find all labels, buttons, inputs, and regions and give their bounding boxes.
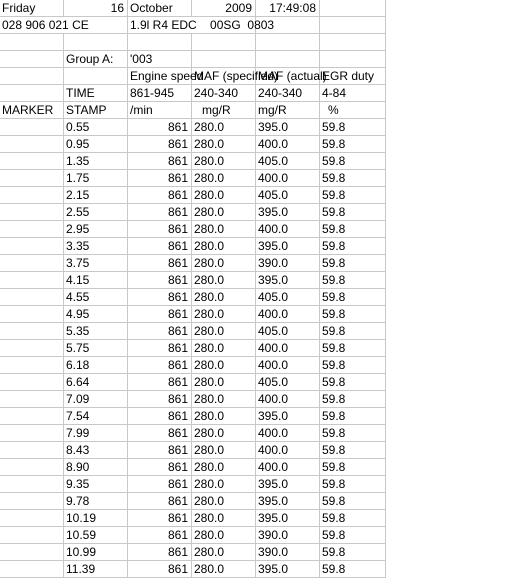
- maf-actual-cell[interactable]: 395.0: [256, 510, 320, 527]
- maf-specified-cell[interactable]: 280.0: [192, 136, 256, 153]
- empty-cell[interactable]: [0, 51, 64, 68]
- maf-specified-cell[interactable]: 280.0: [192, 170, 256, 187]
- empty-cell[interactable]: [192, 34, 256, 51]
- time-stamp-cell[interactable]: 8.43: [64, 442, 128, 459]
- empty-cell[interactable]: [320, 0, 386, 17]
- engine-speed-cell[interactable]: 861: [128, 306, 192, 323]
- egr-duty-cell[interactable]: 59.8: [320, 408, 386, 425]
- engine-speed-cell[interactable]: 861: [128, 561, 192, 578]
- engine-speed-cell[interactable]: 861: [128, 323, 192, 340]
- code2-text: 0803: [247, 18, 275, 32]
- maf-actual-cell[interactable]: 390.0: [256, 527, 320, 544]
- marker-cell[interactable]: [0, 510, 64, 527]
- engine-speed-cell[interactable]: 861: [128, 510, 192, 527]
- egr-duty-cell[interactable]: 59.8: [320, 442, 386, 459]
- marker-cell[interactable]: [0, 357, 64, 374]
- time-stamp-cell[interactable]: 5.35: [64, 323, 128, 340]
- unit-maf-actual[interactable]: mg/R: [256, 102, 320, 119]
- engine-speed-cell[interactable]: 861: [128, 544, 192, 561]
- time-stamp-cell[interactable]: 9.78: [64, 493, 128, 510]
- ranges-row: [0, 85, 386, 102]
- maf-actual-cell[interactable]: 395.0: [256, 493, 320, 510]
- engine-speed-cell[interactable]: 861: [128, 408, 192, 425]
- maf-specified-cell[interactable]: 280.0: [192, 306, 256, 323]
- engine-speed-cell[interactable]: 861: [128, 374, 192, 391]
- marker-cell[interactable]: [0, 136, 64, 153]
- header-row-date: [0, 0, 386, 17]
- table-row: [0, 391, 386, 408]
- maf-actual-cell[interactable]: 400.0: [256, 459, 320, 476]
- marker-cell[interactable]: [0, 238, 64, 255]
- time-stamp-cell[interactable]: 8.90: [64, 459, 128, 476]
- engine-speed-cell[interactable]: 861: [128, 255, 192, 272]
- engine-speed-cell[interactable]: 861: [128, 357, 192, 374]
- time-stamp-cell[interactable]: 7.09: [64, 391, 128, 408]
- maf-specified-cell[interactable]: 280.0: [192, 204, 256, 221]
- time-stamp-cell[interactable]: 10.59: [64, 527, 128, 544]
- table-row: [0, 238, 386, 255]
- col-engine-speed-header[interactable]: Engine speed: [130, 69, 204, 83]
- table-row: [0, 408, 386, 425]
- time-stamp-cell[interactable]: 3.35: [64, 238, 128, 255]
- maf-actual-cell[interactable]: 405.0: [256, 323, 320, 340]
- marker-cell[interactable]: [0, 459, 64, 476]
- maf-specified-cell[interactable]: 280.0: [192, 493, 256, 510]
- maf-actual-cell[interactable]: 400.0: [256, 136, 320, 153]
- month-cell[interactable]: October: [128, 0, 192, 17]
- group-value-cell[interactable]: '003: [128, 51, 192, 68]
- marker-cell[interactable]: [0, 187, 64, 204]
- egr-duty-cell[interactable]: 59.8: [320, 476, 386, 493]
- egr-duty-cell[interactable]: 59.8: [320, 306, 386, 323]
- egr-duty-cell[interactable]: 59.8: [320, 153, 386, 170]
- empty-cell[interactable]: [64, 68, 128, 85]
- engine-speed-cell[interactable]: 861: [128, 476, 192, 493]
- maf-actual-cell[interactable]: 395.0: [256, 408, 320, 425]
- maf-specified-cell[interactable]: 280.0: [192, 476, 256, 493]
- egr-duty-cell[interactable]: 59.8: [320, 289, 386, 306]
- maf-specified-cell[interactable]: 280.0: [192, 119, 256, 136]
- maf-actual-cell[interactable]: 400.0: [256, 221, 320, 238]
- maf-specified-cell[interactable]: 280.0: [192, 221, 256, 238]
- marker-cell[interactable]: [0, 306, 64, 323]
- engine-speed-cell[interactable]: 861: [128, 170, 192, 187]
- time-stamp-cell[interactable]: 10.99: [64, 544, 128, 561]
- maf-actual-cell[interactable]: 395.0: [256, 204, 320, 221]
- time-stamp-cell[interactable]: 1.35: [64, 153, 128, 170]
- maf-specified-cell[interactable]: 280.0: [192, 459, 256, 476]
- time-stamp-cell[interactable]: 11.39: [64, 561, 128, 578]
- maf-specified-cell[interactable]: 280.0: [192, 153, 256, 170]
- maf-specified-cell[interactable]: 280.0: [192, 391, 256, 408]
- col-egr-duty-header[interactable]: EGR duty: [320, 68, 386, 85]
- maf-actual-cell[interactable]: 400.0: [256, 357, 320, 374]
- empty-cell[interactable]: [256, 51, 320, 68]
- group-row: [0, 51, 386, 68]
- egr-duty-cell[interactable]: 59.8: [320, 187, 386, 204]
- time-stamp-cell[interactable]: 5.75: [64, 340, 128, 357]
- time-stamp-cell[interactable]: 6.18: [64, 357, 128, 374]
- table-row: [0, 221, 386, 238]
- maf-specified-cell[interactable]: 280.0: [192, 255, 256, 272]
- marker-cell[interactable]: [0, 204, 64, 221]
- engine-speed-cell[interactable]: 861: [128, 119, 192, 136]
- table-row: [0, 476, 386, 493]
- engine-speed-cell[interactable]: 861: [128, 425, 192, 442]
- egr-duty-cell[interactable]: 59.8: [320, 238, 386, 255]
- empty-cell[interactable]: [320, 17, 386, 34]
- table-row: [0, 187, 386, 204]
- marker-cell[interactable]: [0, 170, 64, 187]
- engine-speed-cell[interactable]: 861: [128, 527, 192, 544]
- time-stamp-cell[interactable]: 2.55: [64, 204, 128, 221]
- table-row: [0, 136, 386, 153]
- range-maf-specified[interactable]: 240-340: [192, 85, 256, 102]
- empty-cell[interactable]: [192, 51, 256, 68]
- engine-speed-cell[interactable]: 861: [128, 391, 192, 408]
- maf-actual-cell[interactable]: 395.0: [256, 119, 320, 136]
- marker-cell[interactable]: [0, 561, 64, 578]
- table-row: [0, 510, 386, 527]
- time-stamp-cell[interactable]: 10.19: [64, 510, 128, 527]
- time-stamp-cell[interactable]: 7.99: [64, 425, 128, 442]
- maf-actual-cell[interactable]: 405.0: [256, 374, 320, 391]
- range-engine-speed[interactable]: 861-945: [128, 85, 192, 102]
- table-row: [0, 323, 386, 340]
- unit-egr-duty[interactable]: %: [320, 102, 386, 119]
- engine-speed-cell[interactable]: 861: [128, 204, 192, 221]
- empty-cell[interactable]: [320, 34, 386, 51]
- egr-duty-cell[interactable]: 59.8: [320, 374, 386, 391]
- engine-speed-cell[interactable]: 861: [128, 221, 192, 238]
- egr-duty-cell[interactable]: 59.8: [320, 510, 386, 527]
- table-row: [0, 153, 386, 170]
- header-row-ecu: [0, 17, 386, 34]
- maf-actual-cell[interactable]: 390.0: [256, 255, 320, 272]
- date-num-cell[interactable]: 16: [64, 0, 128, 17]
- maf-actual-cell[interactable]: 395.0: [256, 561, 320, 578]
- table-row: [0, 442, 386, 459]
- table-row: [0, 425, 386, 442]
- time-stamp-cell[interactable]: 4.55: [64, 289, 128, 306]
- marker-cell[interactable]: [0, 391, 64, 408]
- maf-actual-cell[interactable]: 395.0: [256, 238, 320, 255]
- empty-cell[interactable]: [256, 17, 320, 34]
- empty-cell[interactable]: [0, 68, 64, 85]
- column-names-row: [0, 68, 386, 85]
- part-number-cell[interactable]: 028 906 021 CE: [0, 17, 128, 34]
- table-row: [0, 561, 386, 578]
- marker-cell[interactable]: [0, 425, 64, 442]
- engine-speed-cell[interactable]: 861: [128, 340, 192, 357]
- maf-actual-cell[interactable]: 400.0: [256, 425, 320, 442]
- marker-cell[interactable]: [0, 340, 64, 357]
- marker-cell[interactable]: [0, 153, 64, 170]
- maf-specified-cell[interactable]: 280.0: [192, 272, 256, 289]
- data-rows: [0, 119, 386, 578]
- egr-duty-cell[interactable]: 59.8: [320, 170, 386, 187]
- marker-cell[interactable]: [0, 408, 64, 425]
- marker-cell[interactable]: [0, 493, 64, 510]
- maf-specified-cell[interactable]: 280.0: [192, 510, 256, 527]
- time-stamp-cell[interactable]: 2.15: [64, 187, 128, 204]
- engine-text: 1.9l R4 EDC: [130, 18, 197, 32]
- time-stamp-cell[interactable]: 2.95: [64, 221, 128, 238]
- empty-cell[interactable]: [256, 34, 320, 51]
- engine-speed-cell[interactable]: 861: [128, 136, 192, 153]
- year-cell[interactable]: 2009: [192, 0, 256, 17]
- maf-specified-cell[interactable]: 280.0: [192, 238, 256, 255]
- maf-specified-cell[interactable]: 280.0: [192, 561, 256, 578]
- unit-maf-specified[interactable]: mg/R: [192, 102, 256, 119]
- engine-speed-cell[interactable]: 861: [128, 289, 192, 306]
- maf-specified-cell[interactable]: 280.0: [192, 527, 256, 544]
- egr-duty-cell[interactable]: 59.8: [320, 323, 386, 340]
- marker-cell[interactable]: [0, 289, 64, 306]
- maf-specified-cell[interactable]: 280.0: [192, 187, 256, 204]
- time-stamp-cell[interactable]: 0.55: [64, 119, 128, 136]
- time-stamp-cell[interactable]: 3.75: [64, 255, 128, 272]
- time-label-cell[interactable]: TIME: [64, 85, 128, 102]
- time-stamp-cell[interactable]: 4.95: [64, 306, 128, 323]
- egr-duty-cell[interactable]: 59.8: [320, 340, 386, 357]
- maf-actual-cell[interactable]: 400.0: [256, 306, 320, 323]
- marker-cell[interactable]: [0, 272, 64, 289]
- egr-duty-cell[interactable]: 59.8: [320, 255, 386, 272]
- engine-speed-cell[interactable]: 861: [128, 493, 192, 510]
- empty-cell[interactable]: [64, 34, 128, 51]
- engine-speed-cell[interactable]: 861: [128, 153, 192, 170]
- marker-cell[interactable]: [0, 527, 64, 544]
- maf-actual-cell[interactable]: 400.0: [256, 391, 320, 408]
- egr-duty-cell[interactable]: 59.8: [320, 544, 386, 561]
- empty-row: [0, 34, 386, 51]
- marker-cell[interactable]: [0, 221, 64, 238]
- maf-specified-cell[interactable]: 280.0: [192, 544, 256, 561]
- time-stamp-cell[interactable]: 4.15: [64, 272, 128, 289]
- time-stamp-cell[interactable]: 0.95: [64, 136, 128, 153]
- table-row: [0, 340, 386, 357]
- time-stamp-cell[interactable]: 1.75: [64, 170, 128, 187]
- empty-cell[interactable]: [0, 85, 64, 102]
- engine-cell[interactable]: [128, 17, 275, 34]
- egr-duty-cell[interactable]: 59.8: [320, 425, 386, 442]
- table-row: [0, 459, 386, 476]
- range-egr-duty[interactable]: 4-84: [320, 85, 386, 102]
- col-maf-specified-header[interactable]: MAF (specified): [194, 69, 279, 83]
- maf-actual-cell[interactable]: 400.0: [256, 442, 320, 459]
- table-row: [0, 374, 386, 391]
- engine-speed-cell[interactable]: 861: [128, 272, 192, 289]
- maf-actual-cell[interactable]: 400.0: [256, 170, 320, 187]
- engine-speed-cell[interactable]: 861: [128, 442, 192, 459]
- marker-cell[interactable]: [0, 255, 64, 272]
- maf-specified-cell[interactable]: 280.0: [192, 289, 256, 306]
- marker-label-cell[interactable]: MARKER: [0, 102, 64, 119]
- table-row: [0, 289, 386, 306]
- maf-specified-cell[interactable]: 280.0: [192, 357, 256, 374]
- egr-duty-cell[interactable]: 59.8: [320, 459, 386, 476]
- maf-actual-cell[interactable]: 405.0: [256, 153, 320, 170]
- maf-actual-cell[interactable]: 400.0: [256, 340, 320, 357]
- egr-duty-cell[interactable]: 59.8: [320, 561, 386, 578]
- engine-speed-cell[interactable]: 861: [128, 187, 192, 204]
- egr-duty-cell[interactable]: 59.8: [320, 493, 386, 510]
- units-row: [0, 102, 386, 119]
- col-maf-actual-header[interactable]: MAF (actual): [258, 69, 327, 83]
- maf-specified-cell[interactable]: 280.0: [192, 374, 256, 391]
- group-label-cell[interactable]: Group A:: [64, 51, 128, 68]
- marker-cell[interactable]: [0, 323, 64, 340]
- egr-duty-cell[interactable]: 59.8: [320, 221, 386, 238]
- table-row: [0, 357, 386, 374]
- maf-actual-cell[interactable]: 390.0: [256, 544, 320, 561]
- table-row: [0, 527, 386, 544]
- maf-specified-cell[interactable]: 280.0: [192, 408, 256, 425]
- maf-specified-cell[interactable]: 280.0: [192, 425, 256, 442]
- marker-cell[interactable]: [0, 374, 64, 391]
- table-row: [0, 255, 386, 272]
- marker-cell[interactable]: [0, 442, 64, 459]
- marker-cell[interactable]: [0, 476, 64, 493]
- maf-specified-cell[interactable]: 280.0: [192, 442, 256, 459]
- maf-actual-cell[interactable]: 395.0: [256, 272, 320, 289]
- code-text: 00SG: [210, 18, 241, 32]
- maf-actual-cell[interactable]: 405.0: [256, 289, 320, 306]
- marker-cell[interactable]: [0, 119, 64, 136]
- egr-duty-cell[interactable]: 59.8: [320, 136, 386, 153]
- marker-cell[interactable]: [0, 544, 64, 561]
- maf-specified-cell[interactable]: 280.0: [192, 340, 256, 357]
- time-stamp-cell[interactable]: 6.64: [64, 374, 128, 391]
- maf-specified-cell[interactable]: 280.0: [192, 323, 256, 340]
- egr-duty-cell[interactable]: 59.8: [320, 204, 386, 221]
- empty-cell[interactable]: [0, 34, 64, 51]
- table-row: [0, 204, 386, 221]
- table-row: [0, 119, 386, 136]
- egr-duty-cell[interactable]: 59.8: [320, 119, 386, 136]
- table-row: [0, 272, 386, 289]
- table-row: [0, 306, 386, 323]
- time-stamp-cell[interactable]: 7.54: [64, 408, 128, 425]
- table-row: [0, 170, 386, 187]
- empty-cell[interactable]: [128, 34, 192, 51]
- stamp-label-cell[interactable]: STAMP: [64, 102, 128, 119]
- table-row: [0, 493, 386, 510]
- time-stamp-cell[interactable]: 9.35: [64, 476, 128, 493]
- unit-engine-speed[interactable]: /min: [128, 102, 192, 119]
- maf-actual-cell[interactable]: 405.0: [256, 187, 320, 204]
- egr-duty-cell[interactable]: 59.8: [320, 391, 386, 408]
- range-maf-actual[interactable]: 240-340: [256, 85, 320, 102]
- time-cell[interactable]: 17:49:08: [256, 0, 320, 17]
- maf-actual-cell[interactable]: 395.0: [256, 476, 320, 493]
- engine-speed-cell[interactable]: 861: [128, 459, 192, 476]
- day-cell[interactable]: Friday: [0, 0, 64, 17]
- engine-speed-cell[interactable]: 861: [128, 238, 192, 255]
- table-row: [0, 544, 386, 561]
- egr-duty-cell[interactable]: 59.8: [320, 527, 386, 544]
- egr-duty-cell[interactable]: 59.8: [320, 272, 386, 289]
- empty-cell[interactable]: [320, 51, 386, 68]
- egr-duty-cell[interactable]: 59.8: [320, 357, 386, 374]
